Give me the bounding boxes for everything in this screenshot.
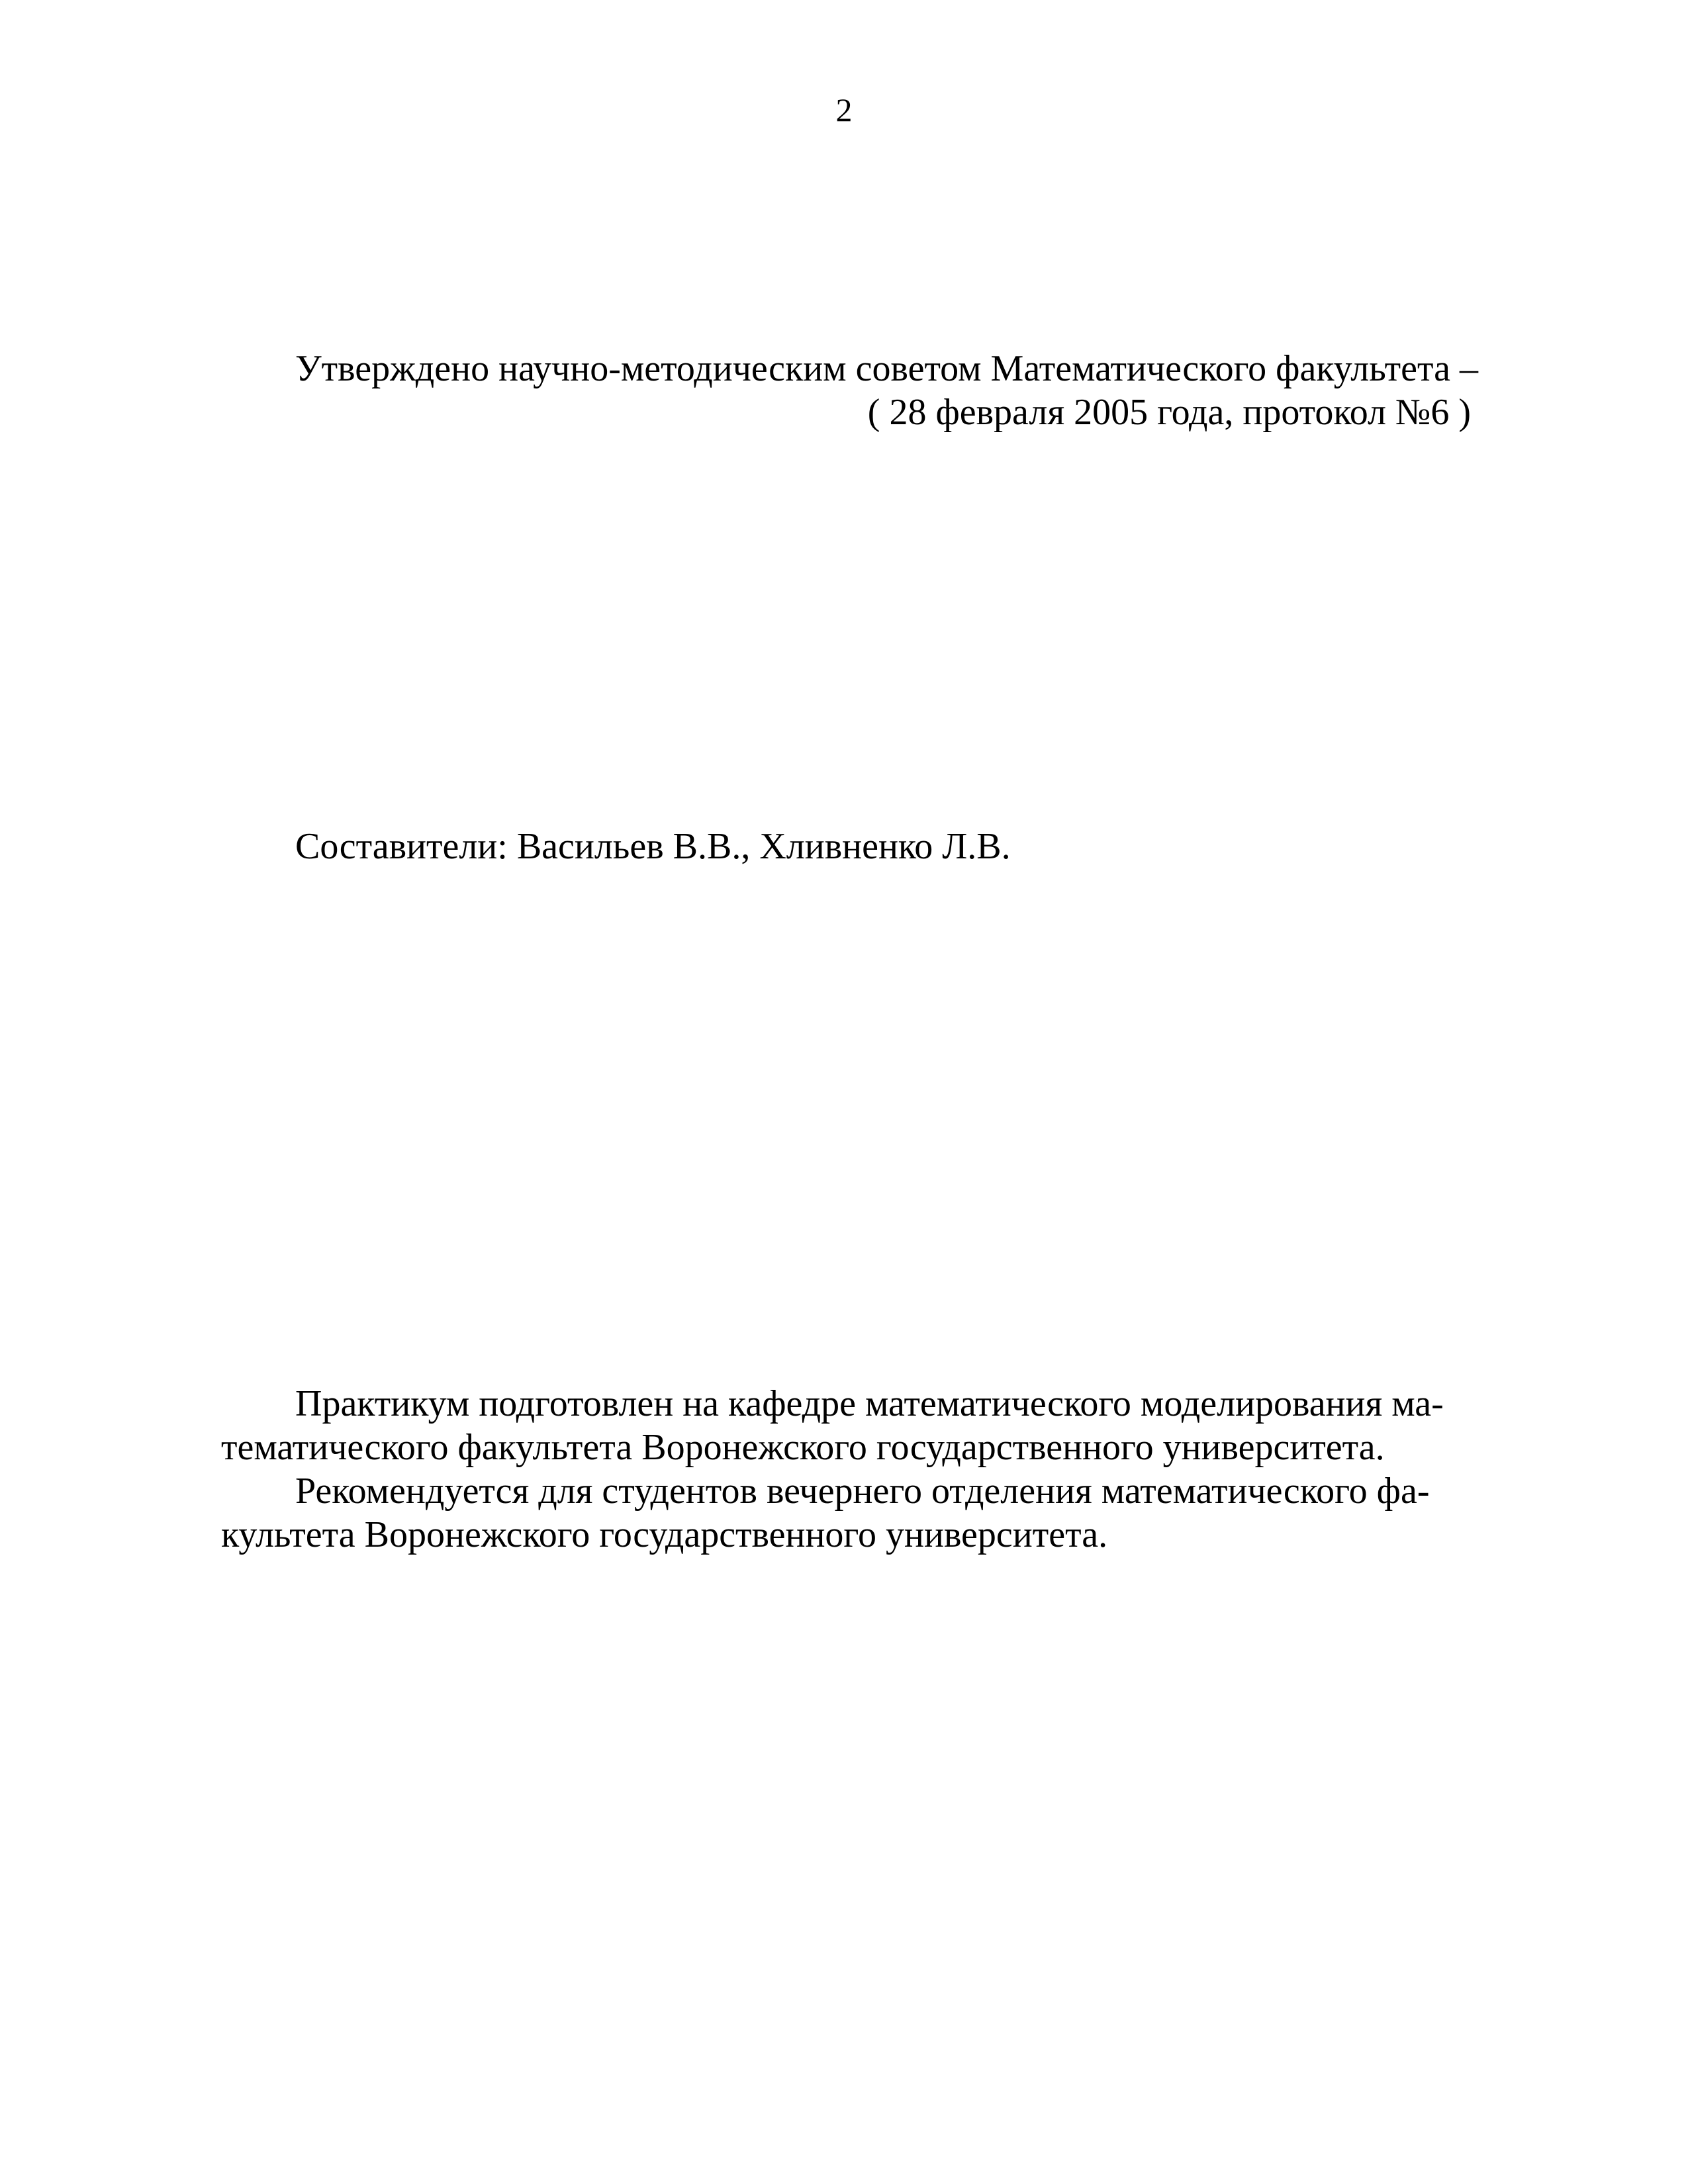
compilers-line: Составители: Васильев В.В., Хливненко Л.В. [295,826,1011,867]
description-line-3: Рекомендуется для студентов вечернего отделения математического фа- [295,1471,1430,1512]
approval-block [295,347,1478,434]
description-line-2: тематического факультета Воронежского государственного университета. [221,1427,1385,1468]
description-block [221,1382,1479,1557]
description-line-1: Практикум подготовлен на кафедре математического моделирования ма- [295,1383,1444,1424]
approval-line-2: ( 28 февраля 2005 года, протокол №6 ) [867,392,1471,433]
approval-line-1: Утверждено научно-методическим советом Математического факультета – [295,348,1478,389]
description-line-4: культета Воронежского государственного университета. [221,1514,1108,1555]
page-number: 2 [835,91,853,128]
